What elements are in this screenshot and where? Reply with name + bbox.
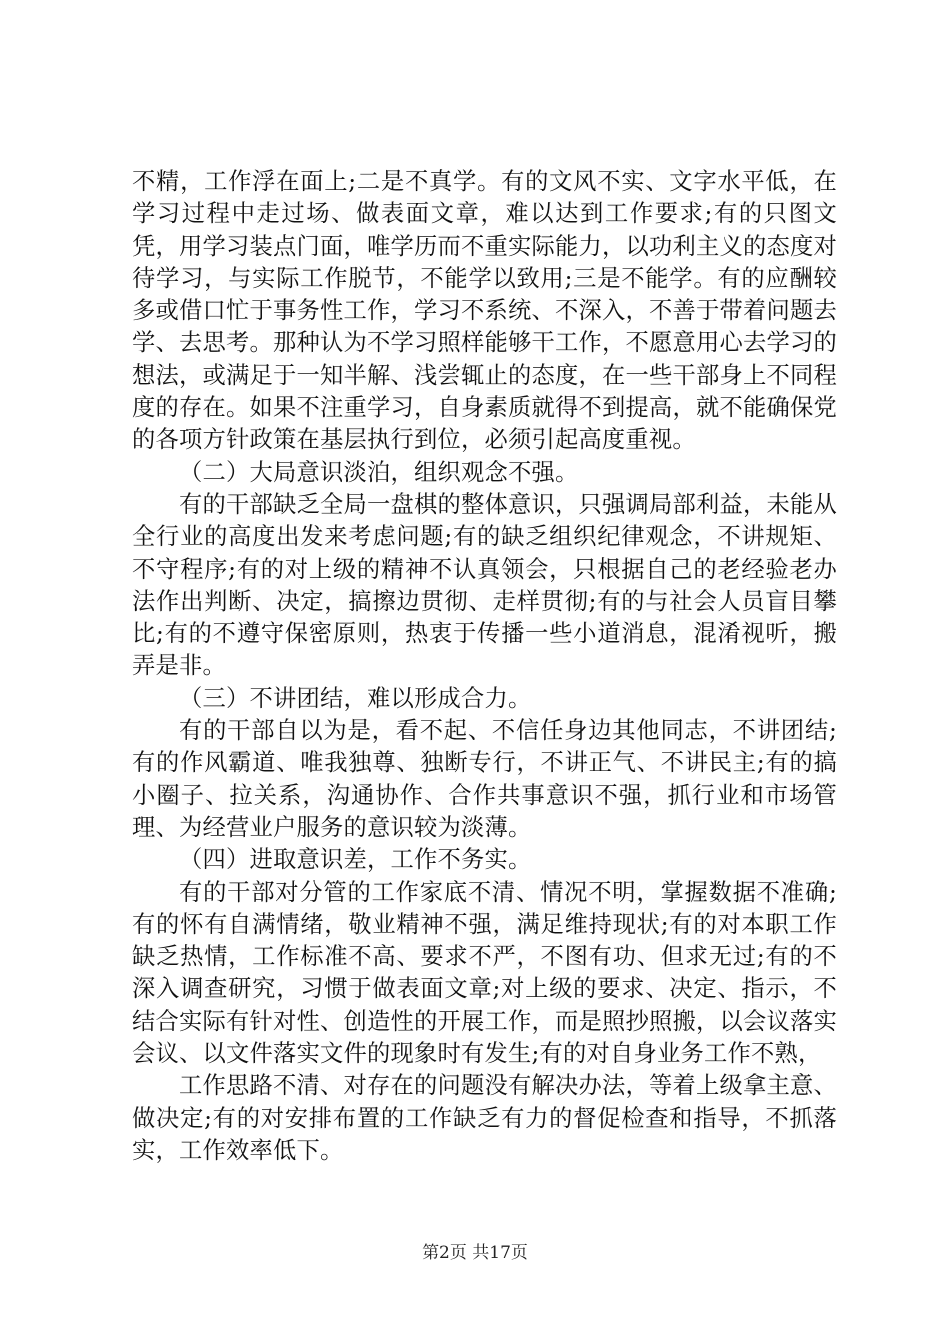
section-heading-2: （二）大局意识淡泊，组织观念不强。	[179, 458, 579, 486]
paragraph-continued: 不精，工作浮在面上;二是不真学。有的文风不实、文字水平低，在学习过程中走过场、做表面文章，难以达到工作要求;有的只图文凭，用学习装点门面，唯学历而不重实际能力，以功利主义的态度对待学习，与实际工作脱节，不能学以致用;三是不能学。有的应酬较多或借口忙于事务性工作，学习不系统、不深入，不善于带着问题去学、去思考。那种认为不学习照样能够干工作，不愿意用心去学习的想法，或满足于一知半解、浅尝辄止的态度，在一些干部身上不同程度的存在。如果不注重学习，自身素质就得不到提高，就不能确保党的各项方针政策在基层执行到位，必须引起高度重视。	[132, 168, 837, 454]
paragraph-section-3: 有的干部自以为是，看不起、不信任身边其他同志，不讲团结;有的作风霸道、唯我独尊、独断专行，不讲正气、不讲民主;有的搞小圈子、拉关系，沟通协作、合作共事意识不强，抓行业和市场管理、为经营业户服务的意识较为淡薄。	[132, 717, 837, 841]
document-body	[132, 166, 837, 1167]
paragraph-section-2: 有的干部缺乏全局一盘棋的整体意识，只强调局部利益，未能从全行业的高度出发来考虑问题;有的缺乏组织纪律观念，不讲规矩、不守程序;有的对上级的精神不认真领会，只根据自己的老经验老办法作出判断、决定，搞擦边贯彻、走样贯彻;有的与社会人员盲目攀比;有的不遵守保密原则，热衷于传播一些小道消息，混淆视听，搬弄是非。	[132, 490, 837, 680]
section-heading-3: （三）不讲团结，难以形成合力。	[179, 684, 532, 712]
paragraph-section-4: 有的干部对分管的工作家底不清、情况不明，掌握数据不准确;有的怀有自满情绪，敬业精神不强，满足维持现状;有的对本职工作缺乏热情，工作标准不高、要求不严，不图有功、但求无过;有的不深入调查研究，习惯于做表面文章;对上级的要求、决定、指示，不结合实际有针对性、创造性的开展工作，而是照抄照搬，以会议落实会议、以文件落实文件的现象时有发生;有的对自身业务工作不熟，	[132, 878, 837, 1068]
paragraph-section-4-continued: 工作思路不清、对存在的问题没有解决办法，等着上级拿主意、做决定;有的对安排布置的工作缺乏有力的督促检查和指导，不抓落实，工作效率低下。	[132, 1072, 837, 1164]
section-heading-4: （四）进取意识差，工作不务实。	[179, 846, 532, 874]
page-footer: 第2页 共17页	[422, 1243, 528, 1263]
